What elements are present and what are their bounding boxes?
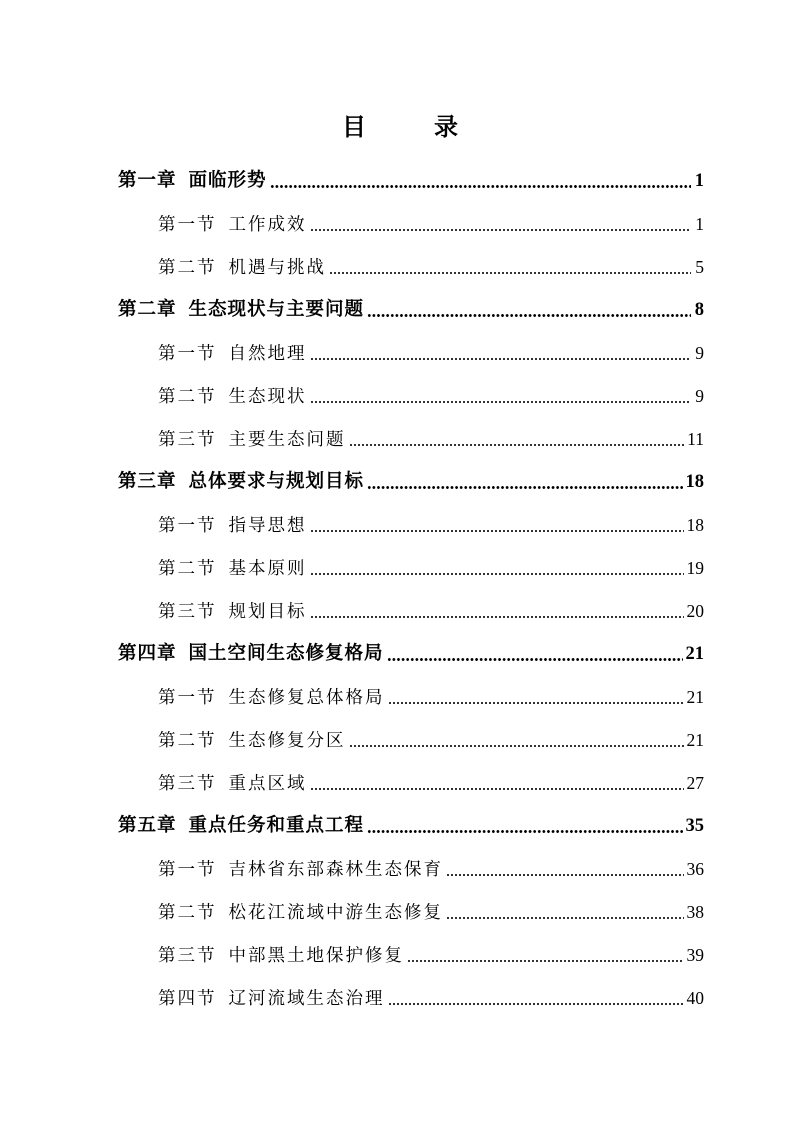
page-number: 18 (686, 515, 704, 535)
section-number: 第二节 (158, 387, 217, 407)
section-title: 规划目标 (228, 602, 307, 622)
chapter-number: 第五章 (118, 815, 177, 836)
toc-section-entry[interactable] (158, 596, 704, 626)
section-number: 第二节 (158, 903, 217, 923)
section-title: 生态现状 (228, 387, 307, 407)
page-number: 5 (695, 257, 704, 277)
page-number: 11 (687, 429, 704, 449)
chapter-number: 第四章 (118, 643, 177, 664)
page-number: 35 (685, 816, 704, 836)
dot-leader (310, 616, 684, 618)
section-number: 第一节 (158, 215, 217, 235)
toc-section-entry[interactable] (158, 768, 704, 798)
toc-section-entry[interactable] (158, 209, 704, 239)
page-number: 18 (685, 472, 704, 492)
section-title: 指导思想 (228, 516, 307, 536)
page-number: 40 (686, 988, 704, 1008)
section-number: 第四节 (158, 989, 217, 1009)
section-number: 第一节 (158, 516, 217, 536)
page-number: 9 (695, 386, 704, 406)
dot-leader (446, 917, 684, 919)
section-title: 重点区域 (228, 774, 307, 794)
page-number: 21 (686, 730, 704, 750)
toc-chapter-entry[interactable] (118, 467, 704, 497)
section-number: 第三节 (158, 430, 217, 450)
toc-section-entry[interactable] (158, 854, 704, 884)
toc-chapter-entry[interactable] (118, 295, 704, 325)
dot-leader (310, 358, 692, 360)
toc-section-entry[interactable] (158, 897, 704, 927)
dot-leader (387, 658, 683, 661)
chapter-number: 第二章 (118, 299, 177, 320)
chapter-title: 面临形势 (188, 170, 267, 191)
dot-leader (270, 185, 691, 188)
section-number: 第一节 (158, 344, 217, 364)
page-number: 8 (694, 300, 704, 320)
section-title: 中部黑土地保护修复 (228, 946, 404, 966)
page-number: 36 (686, 859, 704, 879)
section-title: 主要生态问题 (228, 430, 346, 450)
page-number: 38 (686, 902, 704, 922)
toc-section-entry[interactable] (158, 983, 704, 1013)
page-number: 20 (686, 601, 704, 621)
chapter-title: 生态现状与主要问题 (188, 299, 365, 320)
page-number: 1 (694, 171, 704, 191)
section-number: 第二节 (158, 559, 217, 579)
section-title: 生态修复分区 (228, 731, 346, 751)
section-title: 生态修复总体格局 (228, 688, 385, 708)
dot-leader (349, 444, 685, 446)
dot-leader (446, 874, 684, 876)
toc-section-entry[interactable] (158, 725, 704, 755)
toc-chapter-entry[interactable] (118, 811, 704, 841)
section-number: 第三节 (158, 946, 217, 966)
toc-section-entry[interactable] (158, 510, 704, 540)
dot-leader (388, 1003, 684, 1005)
dot-leader (367, 314, 691, 317)
page-number: 21 (685, 644, 704, 664)
chapter-number: 第三章 (118, 471, 177, 492)
toc-section-entry[interactable] (158, 553, 704, 583)
toc-section-entry[interactable] (158, 424, 704, 454)
page-number: 19 (686, 558, 704, 578)
section-number: 第二节 (158, 731, 217, 751)
dot-leader (349, 745, 684, 747)
section-number: 第三节 (158, 602, 217, 622)
section-number: 第三节 (158, 774, 217, 794)
toc-chapter-entry[interactable] (118, 639, 704, 669)
toc-section-entry[interactable] (158, 682, 704, 712)
dot-leader (310, 401, 692, 403)
section-title: 吉林省东部森林生态保育 (228, 860, 443, 880)
chapter-title: 重点任务和重点工程 (188, 815, 365, 836)
toc-section-entry[interactable] (158, 252, 704, 282)
section-title: 松花江流域中游生态修复 (228, 903, 443, 923)
dot-leader (407, 960, 684, 962)
toc-chapter-entry[interactable] (118, 166, 704, 196)
chapter-number: 第一章 (118, 170, 177, 191)
page-number: 1 (695, 214, 704, 234)
dot-leader (329, 272, 691, 274)
section-number: 第二节 (158, 258, 217, 278)
section-number: 第一节 (158, 860, 217, 880)
dot-leader (367, 486, 682, 489)
section-title: 工作成效 (228, 215, 307, 235)
dot-leader (310, 530, 684, 532)
toc-section-entry[interactable] (158, 338, 704, 368)
chapter-title: 国土空间生态修复格局 (188, 643, 384, 664)
section-title: 基本原则 (228, 559, 307, 579)
page-number: 39 (686, 945, 704, 965)
section-title: 自然地理 (228, 344, 307, 364)
dot-leader (367, 830, 682, 833)
section-title: 辽河流域生态治理 (228, 989, 385, 1009)
toc-section-entry[interactable] (158, 381, 704, 411)
page-number: 21 (686, 687, 704, 707)
toc-title: 目 录 (342, 112, 480, 141)
toc-section-entry[interactable] (158, 940, 704, 970)
dot-leader (310, 229, 692, 231)
section-title: 机遇与挑战 (228, 258, 326, 278)
section-number: 第一节 (158, 688, 217, 708)
dot-leader (310, 573, 684, 575)
dot-leader (388, 702, 684, 704)
dot-leader (310, 788, 684, 790)
page-number: 27 (686, 773, 704, 793)
page-number: 9 (695, 343, 704, 363)
chapter-title: 总体要求与规划目标 (188, 471, 365, 492)
